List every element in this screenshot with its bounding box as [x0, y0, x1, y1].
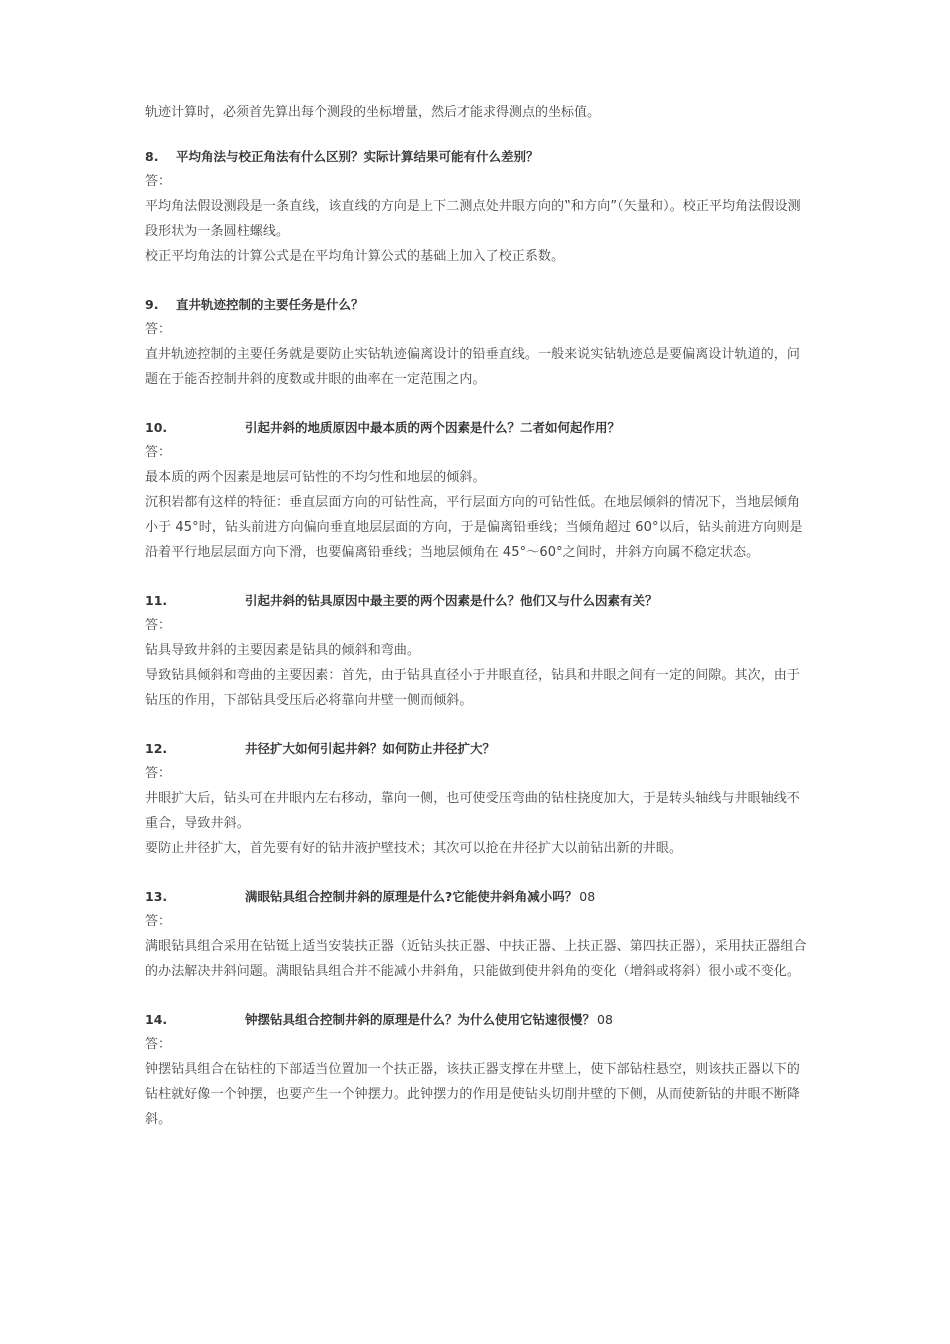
- answer-paragraph: 导致钻具倾斜和弯曲的主要因素：首先，由于钻具直径小于井眼直径，钻具和井眼之间有一定的间隙。其次，由于钻压的作用，下部钻具受压后必将靠向井壁一侧而倾斜。: [145, 668, 801, 708]
- qa-item-10: [145, 416, 807, 565]
- question-tag: 08: [579, 889, 596, 904]
- answer-paragraph: 井眼扩大后，钻头可在井眼内左右移动，靠向一侧，也可使受压弯曲的钻柱挠度加大，于是转头轴线与井眼轴线不重合，导致井斜。: [145, 791, 801, 831]
- qa-item-13: [145, 885, 807, 984]
- question-number: 9.: [145, 297, 159, 312]
- answer-paragraph: 要防止井径扩大，首先要有好的钻井液护壁技术；其次可以抢在井径扩大以前钻出新的井眼。: [145, 841, 683, 856]
- answer-label: 答：: [145, 445, 172, 460]
- answer-paragraph: 平均角法假设测段是一条直线，该直线的方向是上下二测点处井眼方向的‟和方向”（矢量和）。校正平均角法假设测段形状为一条圆柱螺线。: [145, 199, 801, 239]
- answer-paragraph: 校正平均角法的计算公式是在平均角计算公式的基础上加入了校正系数。: [145, 249, 565, 264]
- question-heading: [145, 737, 807, 761]
- question-text: 满眼钻具组合控制井斜的原理是什么?它能使井斜角减小吗？: [245, 889, 578, 904]
- answer-paragraph: 最本质的两个因素是地层可钻性的不均匀性和地层的倾斜。: [145, 470, 486, 485]
- question-number: 11.: [145, 593, 168, 608]
- question-number: 12.: [145, 741, 168, 756]
- question-number: 13.: [145, 889, 168, 904]
- answer-label: 答：: [145, 914, 172, 929]
- document-page: [145, 100, 807, 1156]
- qa-item-14: [145, 1008, 807, 1132]
- question-number: 14.: [145, 1012, 168, 1027]
- answer-paragraph: 满眼钻具组合采用在钻铤上适当安装扶正器（近钻头扶正器、中扶正器、上扶正器、第四扶正器），采用扶正器组合的办法解决井斜问题。满眼钻具组合并不能减小井斜角，只能做到使井斜角的变化（增斜或将斜）很小或不变化。: [145, 939, 807, 979]
- question-text: 平均角法与校正角法有什么区别？实际计算结果可能有什么差别？: [176, 149, 539, 164]
- question-heading: [145, 589, 807, 613]
- question-heading: [145, 293, 807, 317]
- question-number: 8.: [145, 149, 159, 164]
- answer-paragraph: 钻具导致井斜的主要因素是钻具的倾斜和弯曲。: [145, 643, 421, 658]
- question-number: 10.: [145, 420, 168, 435]
- question-heading: [145, 416, 807, 440]
- answer-label: 答：: [145, 766, 172, 781]
- question-heading: [145, 1008, 807, 1032]
- qa-item-11: [145, 589, 807, 713]
- intro-paragraph: 轨迹计算时，必须首先算出每个测段的坐标增量，然后才能求得测点的坐标值。: [145, 105, 601, 120]
- question-text: 引起井斜的地质原因中最本质的两个因素是什么？二者如何起作用？: [245, 420, 621, 435]
- answer-paragraph: 沉积岩都有这样的特征：垂直层面方向的可钻性高，平行层面方向的可钻性低。在地层倾斜的情况下，当地层倾角小于 45°时，钻头前进方向偏向垂直地层层面的方向，于是偏离铅垂线；当倾角超过 60°以后，钻头前进方向则是沿着平行地层层面方向下滑，也要偏离铅垂线；当地层倾角在 45°～60°之间时，井斜方向属不稳定状态。: [145, 495, 803, 560]
- answer-paragraph: 直井轨迹控制的主要任务就是要防止实钻轨迹偏离设计的铅垂直线。一般来说实钻轨迹总是要偏离设计轨道的，问题在于能否控制井斜的度数或井眼的曲率在一定范围之内。: [145, 347, 801, 387]
- answer-label: 答：: [145, 174, 172, 189]
- answer-label: 答：: [145, 1037, 172, 1052]
- qa-item-8: [145, 145, 807, 269]
- answer-label: 答：: [145, 618, 172, 633]
- question-heading: [145, 885, 807, 909]
- question-text: 钟摆钻具组合控制井斜的原理是什么？为什么使用它钻速很慢？: [245, 1012, 596, 1027]
- answer-paragraph: 钟摆钻具组合在钻柱的下部适当位置加一个扶正器，该扶正器支撑在井壁上，使下部钻柱悬空，则该扶正器以下的钻柱就好像一个钟摆，也要产生一个钟摆力。此钟摆力的作用是使钻头切削井壁的下侧，从而使新钻的井眼不断降斜。: [145, 1062, 801, 1127]
- question-heading: [145, 145, 807, 169]
- question-text: 直井轨迹控制的主要任务是什么？: [176, 297, 364, 312]
- qa-item-12: [145, 737, 807, 861]
- question-tag: 08: [597, 1012, 613, 1027]
- qa-item-9: [145, 293, 807, 392]
- question-text: 井径扩大如何引起井斜？如何防止井径扩大？: [245, 741, 496, 756]
- answer-label: 答：: [145, 322, 172, 337]
- question-text: 引起井斜的钻具原因中最主要的两个因素是什么？他们又与什么因素有关？: [245, 593, 658, 608]
